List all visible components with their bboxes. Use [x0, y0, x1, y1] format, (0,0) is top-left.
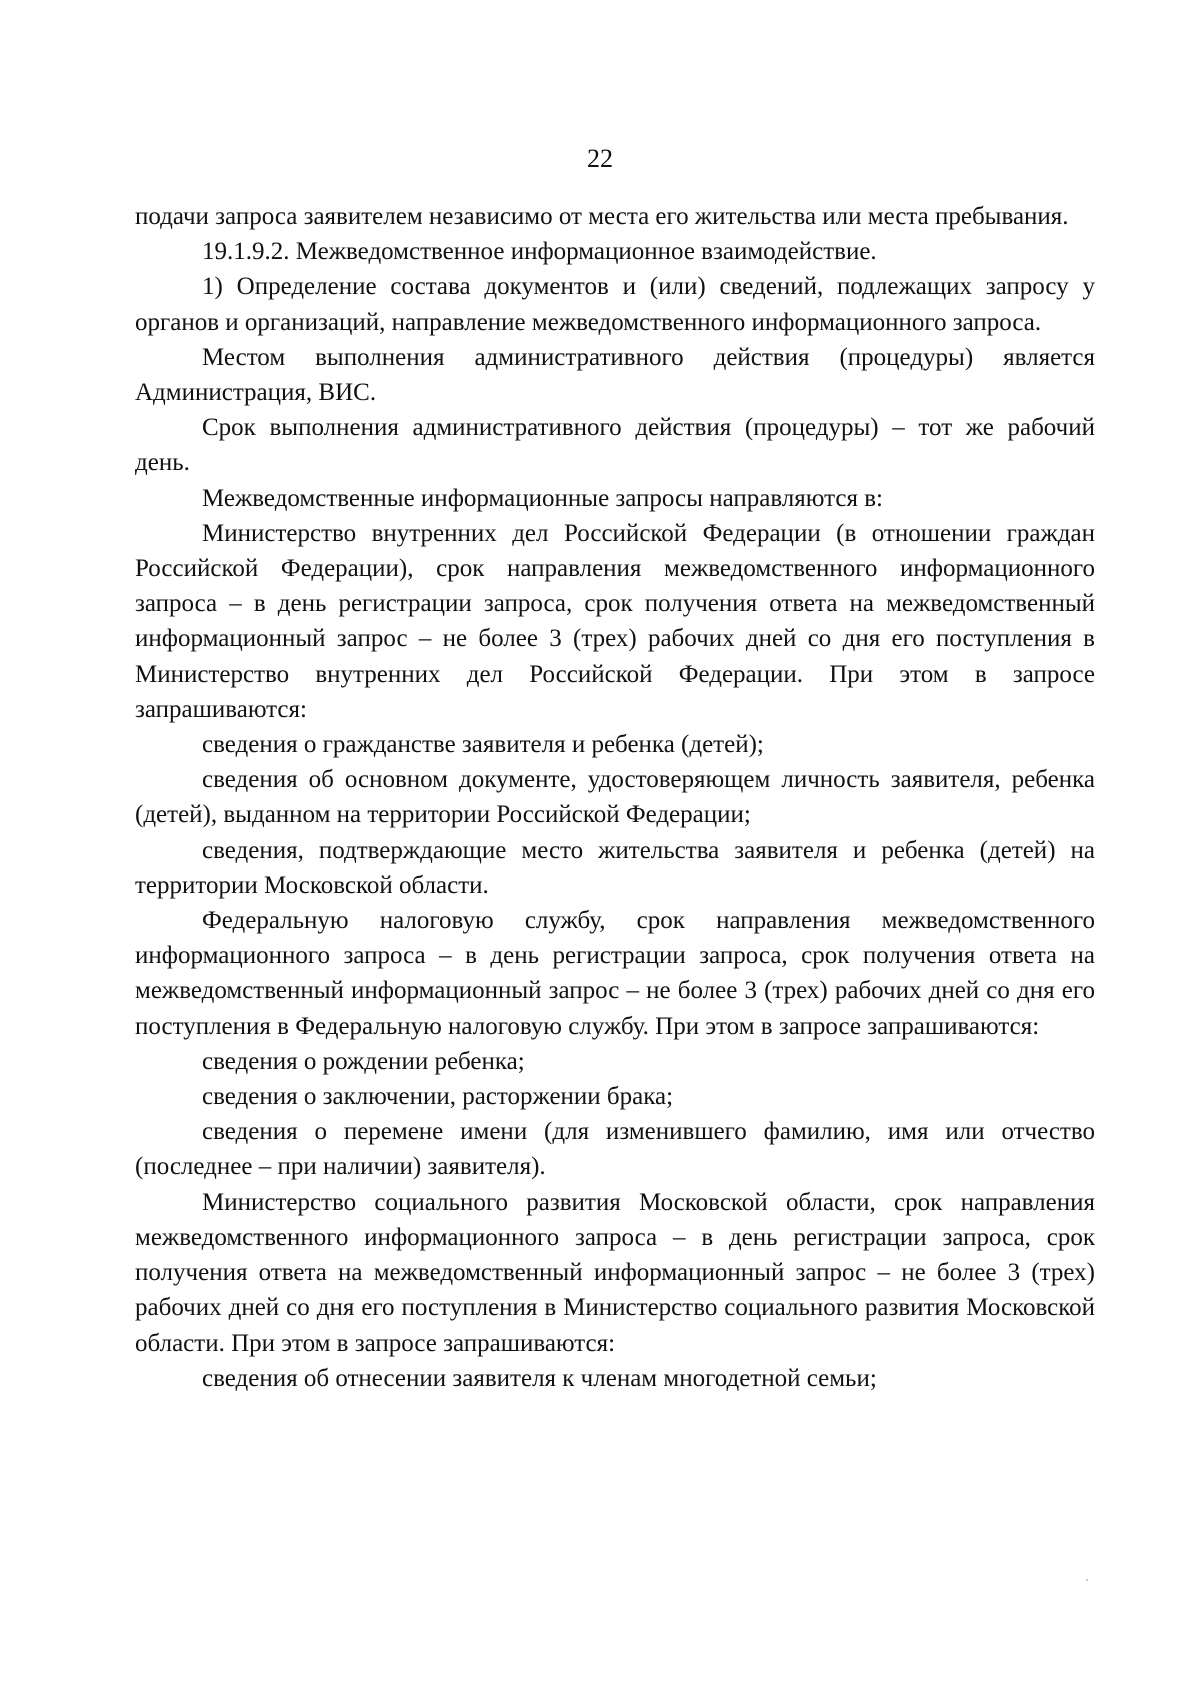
paragraph-place: Местом выполнения административного действия (процедуры) является Администрация, ВИС.	[135, 343, 1095, 407]
paragraph-fns: Федеральную налоговую службу, срок направления межведомственного информационного запроса – в день регистрации запроса, срок получения ответа на межведомственный информационный запрос – не более 3 (трех) рабочих дней со дня его поступления в Федеральную налоговую службу. При этом в запросе запрашиваются:	[135, 907, 1095, 1040]
list-item-citizenship: сведения о гражданстве заявителя и ребенка (детей);	[202, 731, 764, 759]
list-item-identity-document: сведения об основном документе, удостоверяющем личность заявителя, ребенка (детей), выданном на территории Российской Федерации;	[135, 766, 1095, 829]
list-item-marriage: сведения о заключении, расторжении брака;	[202, 1083, 674, 1111]
paragraph-continuation: подачи запроса заявителем независимо от места его жительства или места пребывания.	[135, 203, 1069, 230]
paragraph-mvd: Министерство внутренних дел Российской Федерации (в отношении граждан Российской Федерации), срок направления межведомственного информационного запроса – в день регистрации запроса, срок получения ответа на межведомственный информационный запрос – не более 3 (трех) рабочих дней со дня его поступления в Министерство внутренних дел Российской Федерации. При этом в запросе запрашиваются:	[135, 519, 1095, 723]
paragraph-requests-intro: Межведомственные информационные запросы направляются в:	[202, 484, 883, 512]
section-heading-19-1-9-2: 19.1.9.2. Межведомственное информационное взаимодействие.	[202, 238, 877, 266]
scan-artifact	[1086, 1579, 1088, 1581]
list-item-birth: сведения о рождении ребенка;	[202, 1047, 525, 1075]
list-item-large-family: сведения об отнесении заявителя к членам многодетной семьи;	[202, 1364, 877, 1392]
paragraph-term: Срок выполнения административного действия (процедуры) – тот же рабочий день.	[135, 414, 1095, 477]
document-body	[135, 199, 1095, 1396]
paragraph-minsoc: Министерство социального развития Московской области, срок направления межведомственного информационного запроса – в день регистрации запроса, срок получения ответа на межведомственный информационный запрос – не более 3 (трех) рабочих дней со дня его поступления в Министерство социального развития Московской области. При этом в запросе запрашиваются:	[135, 1188, 1095, 1357]
list-item-residence: сведения, подтверждающие место жительства заявителя и ребенка (детей) на территории Московской области.	[135, 836, 1095, 899]
paragraph-item-1: 1) Определение состава документов и (или) сведений, подлежащих запросу у органов и организаций, направление межведомственного информационного запроса.	[135, 273, 1095, 336]
list-item-name-change: сведения о перемене имени (для изменившего фамилию, имя или отчество (последнее – при наличии) заявителя).	[135, 1118, 1095, 1181]
page-number: 22	[587, 144, 613, 173]
